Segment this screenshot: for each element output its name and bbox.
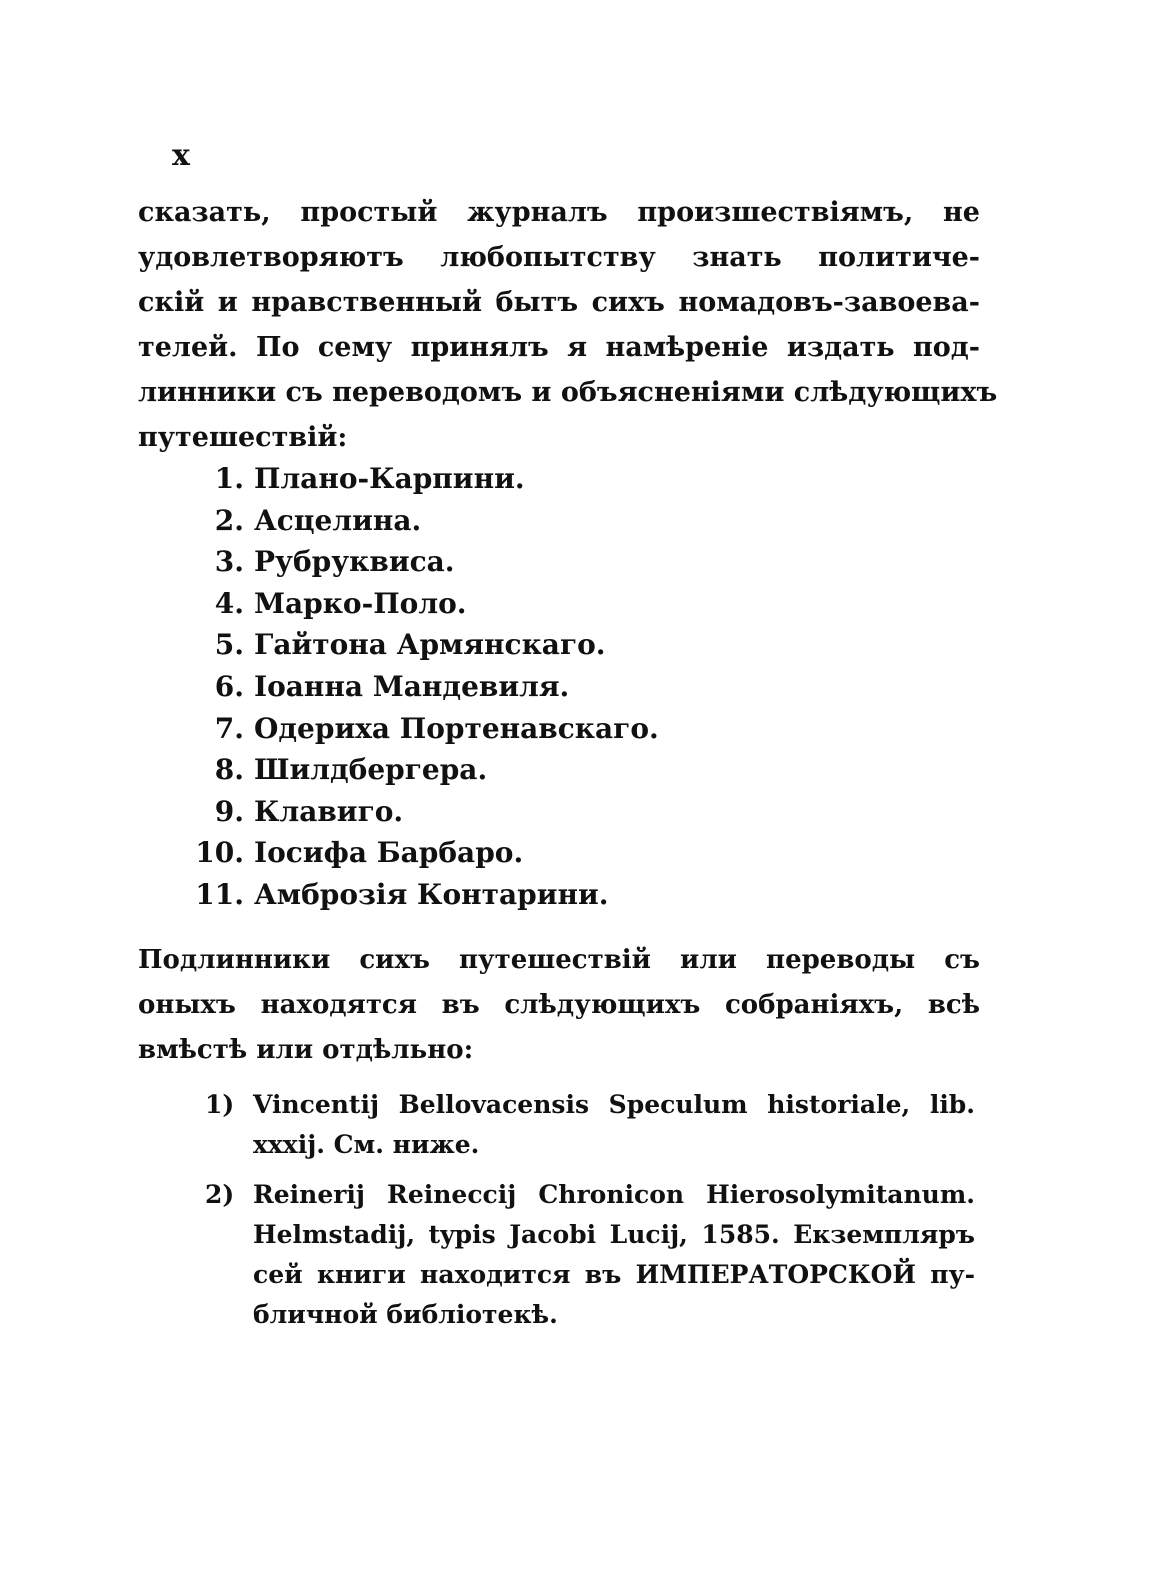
list-item [190,583,790,625]
paragraph-line: телей. По сему принялъ я намѣреніе издать под- [138,332,980,363]
paragraph-line: сказать, простый журналъ произшествіямъ, не [138,197,980,228]
paragraph-line: линники съ переводомъ и объясненіями слѣдующихъ [138,377,998,408]
list-item [190,791,790,833]
sources-list [205,1085,975,1345]
list-item-text: Іосифа Барбаро. [254,836,524,870]
list-item-number: 11. [195,877,244,911]
list-item-text: Плано-Карпини. [254,462,525,495]
list-item-number: 2. [214,503,244,537]
source-line: Reinerij Reineccij Chronicon Hierosolymitanum. [253,1180,975,1209]
list-item [190,458,790,500]
paragraph-line: удовлетворяютъ любопытству знать политиче- [138,242,980,273]
page-number: x [172,138,190,173]
source-item-text [253,1175,975,1335]
source-line: сей книги находится въ ИМПЕРАТОРСКОЙ пу- [253,1260,975,1289]
sources-intro-paragraph [138,938,980,1073]
list-item-text: Гайтона Армянскаго. [254,628,606,662]
list-item-number: 8. [214,753,244,787]
list-item-text: Іоанна Мандевиля. [254,669,570,703]
source-item [205,1085,975,1165]
paragraph-line: оныхъ находятся въ слѣдующихъ собраніяхъ, всѣ [138,990,980,1020]
list-item-text: Клавиго. [254,794,404,828]
source-line: Vincentij Bellovacensis Speculum historiale, lib. [253,1090,975,1119]
list-item-text: Рубруквиса. [254,545,455,579]
list-item-text: Амброзія Контарини. [254,877,609,911]
intro-paragraph [138,190,998,460]
list-item [190,874,790,916]
paragraph-line: путешествій: [138,422,348,453]
list-item [190,749,790,791]
list-item [190,666,790,708]
travels-list [190,458,790,916]
paragraph-line: скій и нравственный бытъ сихъ номадовъ-завоева- [138,287,980,318]
list-item [190,624,790,666]
list-item-text: Шилдбергера. [254,753,488,787]
source-item-number: 2) [205,1180,235,1209]
paragraph-line: Подлинники сихъ путешествій или переводы съ [138,945,980,975]
list-item-number: 3. [214,545,244,579]
paragraph-line: вмѣстѣ или отдѣльно: [138,1035,474,1065]
source-line: xxxij. См. ниже. [253,1130,480,1159]
source-line: бличной библіотекѣ. [253,1300,558,1329]
list-item [190,500,790,542]
source-line: Helmstadij, typis Jacobi Lucij, 1585. Екземпляръ [253,1220,975,1249]
list-item-text: Одериха Портенавскаго. [254,711,659,745]
list-item [190,708,790,750]
list-item [190,832,790,874]
source-item-number: 1) [205,1090,235,1119]
list-item [190,541,790,583]
list-item-number: 6. [214,669,244,703]
source-item [205,1175,975,1335]
list-item-number: 4. [214,586,244,620]
list-item-text: Асцелина. [254,503,422,537]
list-item-text: Марко-Поло. [254,586,467,620]
list-item-number: 10. [195,836,244,870]
list-item-number: 5. [214,628,244,662]
list-item-number: 7. [214,711,244,745]
list-item-number: 1. [214,462,244,495]
list-item-number: 9. [214,794,244,828]
source-item-text [253,1085,975,1165]
